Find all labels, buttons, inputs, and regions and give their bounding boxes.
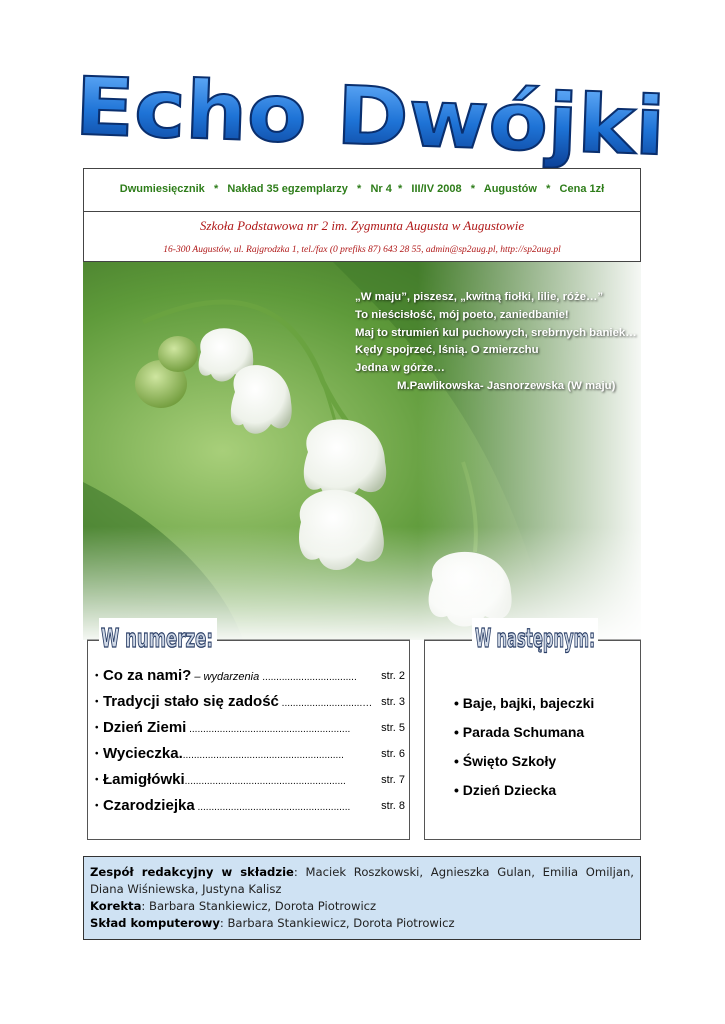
toc-dots: ..........................................................: [182, 750, 344, 761]
bullet: •: [95, 748, 99, 760]
editorial-staff-box: [83, 856, 641, 940]
toc-page: str. 8: [381, 800, 405, 812]
info-box: [83, 168, 641, 262]
toc-page: str. 6: [381, 748, 405, 760]
next-issue-item: • Parada Schumana: [454, 724, 585, 740]
correction-label: Korekta: [90, 899, 142, 913]
masthead-title: [60, 59, 680, 172]
poem-line: Jedna w górze…: [355, 362, 445, 375]
next-issue-item: • Dzień Dziecka: [454, 782, 557, 798]
toc-page: str. 5: [381, 722, 405, 734]
toc-item-title: Co za nami?: [102, 667, 192, 684]
contents-heading: W numerze:: [101, 624, 213, 654]
editorial-team-names: Maciek Roszkowski, Agnieszka Gulan, Emilia Omiljan, Diana Wiśniewska, Justyna Kalisz: [90, 865, 634, 896]
bullet: •: [95, 774, 99, 786]
bullet: •: [95, 696, 99, 708]
toc-item[interactable]: [95, 771, 405, 793]
toc-dots: ..................................: [262, 672, 357, 683]
toc-page: str. 3: [381, 696, 405, 708]
next-issue-heading: W następnym:: [475, 624, 595, 654]
masthead-title-text: Echo Dwójki: [73, 59, 622, 172]
toc-item[interactable]: [95, 719, 405, 741]
issue-info-line: Dwumiesięcznik * Nakład 35 egzemplarzy * Nr 4 * III/IV 2008 * Augustów * Cena 1zł: [119, 183, 605, 195]
toc-dots: ..........................................................: [186, 724, 351, 735]
toc-item-title: Łamigłówki: [102, 771, 185, 788]
toc-item-title: Czarodziejka: [102, 797, 195, 814]
correction-names: Barbara Stankiewicz, Dorota Piotrowicz: [145, 899, 377, 913]
school-address: 16-300 Augustów, ul. Rajgrodzka 1, tel./fax (0 prefiks 87) 643 28 55, admin@sp2aug.pl, http://sp2aug.pl: [163, 245, 561, 255]
editorial-team-label: Zespół redakcyjny w składzie: [90, 865, 294, 879]
toc-item[interactable]: [95, 667, 405, 689]
poem-author: M.Pawlikowska- Jasnorzewska (W maju): [397, 379, 616, 392]
toc-item[interactable]: [95, 693, 405, 715]
toc-dots: ..........................................................: [184, 776, 346, 787]
toc-page: str. 2: [381, 670, 405, 682]
toc-dots: .............................…: [278, 698, 373, 709]
contents-heading-banner: [87, 614, 410, 654]
correction: [90, 898, 634, 915]
bullet: •: [95, 722, 99, 734]
poem-line: Maj to strumień kul puchowych, srebrnych baniek…: [355, 326, 637, 339]
toc-page: str. 7: [381, 774, 405, 786]
school-name: Szkoła Podstawowa nr 2 im. Zygmunta Augusta w Augustowie: [199, 218, 525, 233]
poem-line: To nieścisłość, mój poeto, zaniedbanie!: [355, 308, 569, 321]
toc-item-subtitle: – wydarzenia: [191, 671, 263, 683]
toc-item[interactable]: [95, 797, 405, 819]
typesetting-names: Barbara Stankiewicz, Dorota Piotrowicz: [223, 916, 455, 930]
toc-dots: .......................................................: [194, 802, 351, 813]
bullet: •: [95, 800, 99, 812]
colon: :: [141, 899, 146, 913]
next-issue-item: • Święto Szkoły: [454, 753, 557, 769]
info-divider: [84, 211, 640, 212]
typesetting: [90, 915, 634, 932]
next-issue-box: [424, 640, 641, 840]
colon: :: [293, 865, 298, 879]
toc-item[interactable]: [95, 745, 405, 767]
poem-quote: [355, 289, 645, 396]
colon: :: [219, 916, 224, 930]
typesetting-label: Skład komputerowy: [90, 916, 220, 930]
next-issue-item: • Baje, bajki, bajeczki: [454, 695, 595, 711]
next-issue-heading-banner: [424, 614, 641, 654]
poem-line: Kędy spojrzeć, lśnią. O zmierzchu: [355, 344, 539, 357]
bullet: •: [95, 670, 99, 682]
poem-line: „W maju”, piszesz, „kwitną fiołki, lilie, róże…”: [355, 291, 604, 303]
toc-item-title: Dzień Ziemi: [102, 719, 187, 736]
toc-item-title: Wycieczka.: [102, 745, 183, 762]
editorial-team: [90, 864, 634, 898]
toc-item-title: Tradycji stało się zadość: [102, 693, 279, 710]
